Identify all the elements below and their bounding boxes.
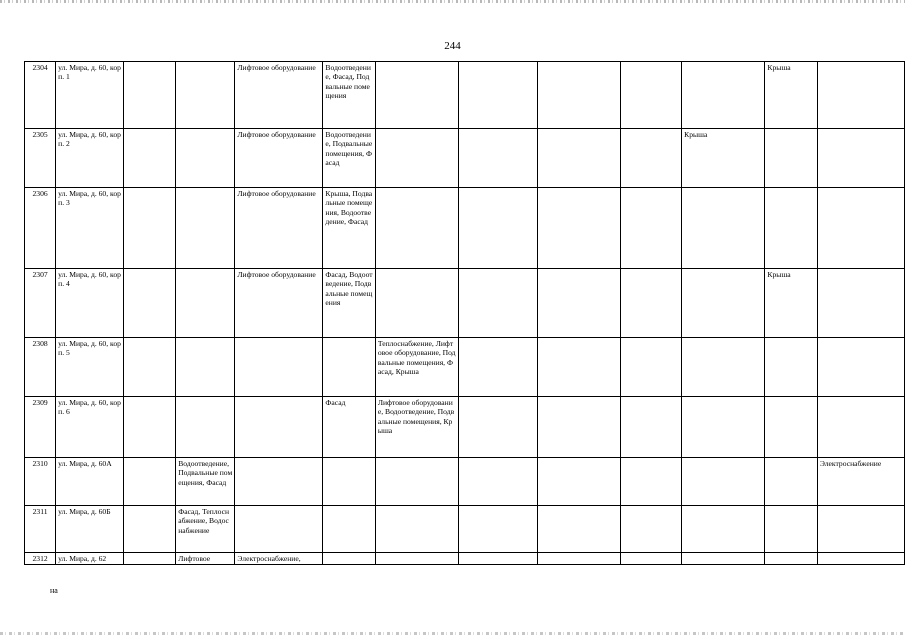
table-cell: Крыша, Подвальные помещения, Водоотведение, Фасад [323,188,375,269]
table-cell: Крыша [765,269,817,338]
table-cell: Крыша [682,129,765,188]
table-cell [621,129,682,188]
table-cell [765,458,817,506]
table-cell [323,506,375,553]
row-number: 2305 [25,129,56,188]
table-cell: Фасад [323,397,375,458]
table-cell [621,62,682,129]
table-cell [538,269,621,338]
table-cell [459,62,538,129]
row-number: 2304 [25,62,56,129]
table-cell [765,338,817,397]
table-cell [235,338,323,397]
table-cell [538,397,621,458]
table-cell [176,129,235,188]
table-cell [682,506,765,553]
table-cell [176,188,235,269]
table-cell [375,553,458,565]
table-cell [375,458,458,506]
table-cell [682,338,765,397]
table-cell [124,129,176,188]
table-cell [176,269,235,338]
address-cell: ул. Мира, д. 60, корп. 3 [56,188,124,269]
table-cell [459,338,538,397]
page-number: 244 [444,40,461,52]
table-cell [621,397,682,458]
table-cell [459,397,538,458]
table-cell [682,397,765,458]
scan-edge-bottom [0,632,905,635]
row-number: 2307 [25,269,56,338]
table-cell: Лифтовое оборудование [235,188,323,269]
table-cell [124,188,176,269]
table-cell [459,129,538,188]
table-cell [176,62,235,129]
table-cell [817,269,904,338]
table-cell: Фасад, Теплоснабжение, Водоснабжение [176,506,235,553]
row-number: 2310 [25,458,56,506]
table-cell [538,129,621,188]
row-number: 2308 [25,338,56,397]
table-cell [124,553,176,565]
table-cell [176,338,235,397]
table-cell [459,269,538,338]
table-row [25,338,905,397]
table-cell [817,129,904,188]
footer-note: на [50,586,58,595]
table-cell: Водоотведение, Подвальные помещения, Фасад [323,129,375,188]
row-number: 2309 [25,397,56,458]
row-number: 2311 [25,506,56,553]
table-cell [323,553,375,565]
table-cell [765,553,817,565]
table-cell [682,553,765,565]
table-cell: Водоотведение, Подвальные помещения, Фасад [176,458,235,506]
table-cell [621,269,682,338]
address-cell: ул. Мира, д. 60Б [56,506,124,553]
table-cell: Теплоснабжение, Лифтовое оборудование, Подвальные помещения, Фасад, Крыша [375,338,458,397]
table-cell: Водоотведение, Фасад, Подвальные помещения [323,62,375,129]
table-cell [323,458,375,506]
table-cell [459,506,538,553]
address-cell: ул. Мира, д. 60А [56,458,124,506]
row-number: 2306 [25,188,56,269]
table-row [25,458,905,506]
address-cell: ул. Мира, д. 60, корп. 4 [56,269,124,338]
address-cell: ул. Мира, д. 62 [56,553,124,565]
table-cell: Электроснабжение, [235,553,323,565]
table-cell [765,506,817,553]
table-cell [459,553,538,565]
table-cell [621,188,682,269]
table-cell [176,397,235,458]
table-cell [124,62,176,129]
table-cell [621,506,682,553]
table-cell [682,269,765,338]
address-cell: ул. Мира, д. 60, корп. 1 [56,62,124,129]
repair-schedule-table [24,61,905,565]
table-cell [538,62,621,129]
table-cell [235,506,323,553]
table-row [25,188,905,269]
address-cell: ул. Мира, д. 60, корп. 2 [56,129,124,188]
table-cell: Лифтовое оборудование [235,129,323,188]
address-cell: ул. Мира, д. 60, корп. 6 [56,397,124,458]
table-cell: Лифтовое [176,553,235,565]
table-cell [538,506,621,553]
table-row [25,397,905,458]
table-row [25,62,905,129]
table-cell [765,129,817,188]
table-cell [817,62,904,129]
table-cell [817,397,904,458]
table-cell [817,338,904,397]
row-number: 2312 [25,553,56,565]
table-cell [323,338,375,397]
table-cell [459,188,538,269]
table-cell [765,188,817,269]
table-row [25,269,905,338]
table-cell [124,338,176,397]
table-cell [538,553,621,565]
table-cell [124,458,176,506]
table-cell [817,553,904,565]
table-cell [682,188,765,269]
table-cell [621,458,682,506]
table-cell [682,62,765,129]
table-cell [538,188,621,269]
table-cell [235,397,323,458]
table-cell [124,397,176,458]
table-cell [621,553,682,565]
table-cell [375,62,458,129]
table-cell [621,338,682,397]
table-cell [538,458,621,506]
table-row [25,553,905,565]
table-cell [459,458,538,506]
table-cell [817,188,904,269]
table-cell [375,269,458,338]
table-cell [682,458,765,506]
table-cell [124,506,176,553]
table-cell [375,506,458,553]
table-cell [375,188,458,269]
table-cell [538,338,621,397]
table-cell: Электроснабжение [817,458,904,506]
table-cell [817,506,904,553]
address-cell: ул. Мира, д. 60, корп. 5 [56,338,124,397]
table-cell: Фасад, Водоотведение, Подвальные помещения [323,269,375,338]
table-row [25,129,905,188]
table-cell [765,397,817,458]
table-cell [124,269,176,338]
table-cell: Лифтовое оборудование [235,269,323,338]
scan-edge-top [0,0,905,3]
table-cell: Лифтовое оборудование, Водоотведение, Подвальные помещения, Крыша [375,397,458,458]
table-cell [375,129,458,188]
table-cell: Крыша [765,62,817,129]
table-row [25,506,905,553]
table-cell [235,458,323,506]
table-cell: Лифтовое оборудование [235,62,323,129]
